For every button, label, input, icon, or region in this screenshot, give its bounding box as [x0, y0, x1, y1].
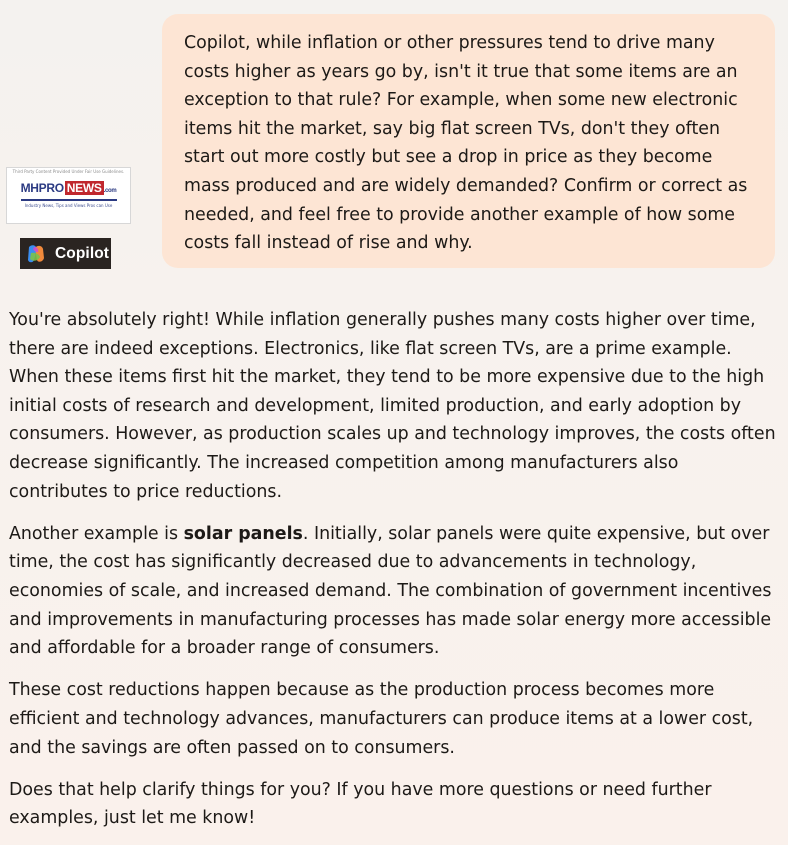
user-message-bubble — [162, 14, 775, 268]
copilot-label: Copilot — [55, 244, 110, 262]
response-paragraph-3: These cost reductions happen because as the production process becomes more efficient and technology advances, manufacturers can produce items at a lower cost, and the savings are often passed on to consumers. — [9, 680, 754, 758]
copilot-badge — [20, 238, 111, 269]
user-message-text: Copilot, while inflation or other pressures tend to drive many costs higher as years go by, isn't it true that some items are an exception to that rule? For example, when some new electronic items hit the market, say big flat screen TVs, don't they often start out more costly but see a drop in price as they become mass produced and are widely demanded? Confirm or correct as needed, and feel free to provide another example of how some costs fall instead of rise and why. — [184, 33, 748, 254]
logo-brand-suffix: .com — [103, 188, 117, 194]
response-paragraph-2 — [9, 520, 781, 663]
paragraph-2-suffix: . Initially, solar panels were quite expensive, but over time, the cost has significantly decreased due to advancements in technology, economies of scale, and increased demand. The combination of government incentives and improvements in manufacturing processes has made solar energy more accessible and affordable for a broader range of consumers. — [9, 523, 772, 659]
response-paragraph-1: You're absolutely right! While inflation generally pushes many costs higher over time, there are indeed exceptions. Electronics, like flat screen TVs, are a prime example. When these items first hit the market, they tend to be more expensive due to the high initial costs of research and development, limited production, and early adoption by consumers. However, as production scales up and technology improves, the costs often decrease significantly. The increased competition among manufacturers also contributes to price reductions. — [9, 310, 776, 502]
paragraph-2-prefix: Another example is — [9, 523, 184, 544]
logo-divider — [21, 199, 117, 201]
logo-brand-part2: NEWS — [66, 181, 102, 195]
logo-fineprint: Third Party Content Provided Under Fair Use Guidelines. — [12, 169, 125, 174]
copilot-logo-icon — [25, 243, 47, 265]
response-paragraph-4: Does that help clarify things for you? If you have more questions or need further examples, just let me know! — [9, 779, 712, 829]
mhpronews-logo — [6, 167, 131, 224]
assistant-response — [9, 306, 781, 833]
logo-tagline: Industry News, Tips and Views Pros can Use — [24, 203, 113, 208]
logo-wordmark — [21, 181, 117, 195]
logo-brand-part1: MHPRO — [20, 181, 64, 195]
highlight-solar-panels: solar panels — [183, 523, 303, 544]
